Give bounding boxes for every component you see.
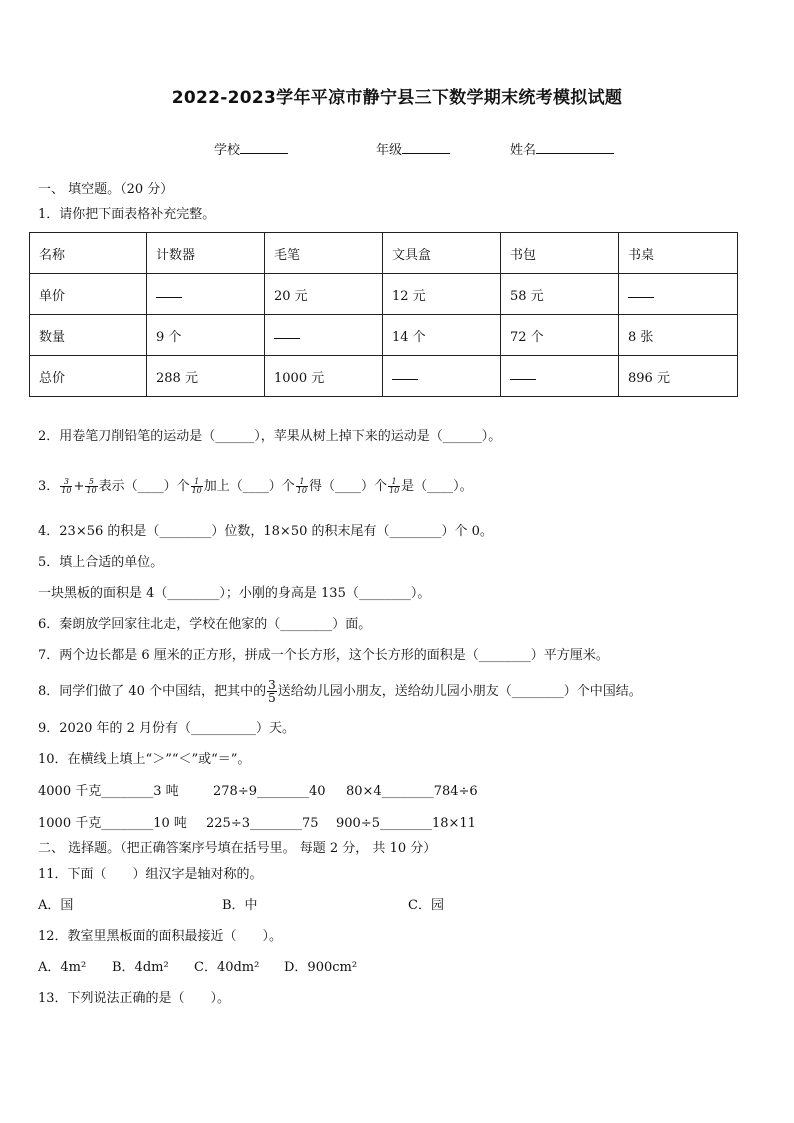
table-blank-cell[interactable]	[501, 356, 619, 397]
school-blank[interactable]	[240, 141, 288, 154]
fraction	[85, 478, 97, 495]
question-4: 4．23×56 的积是（________）位数，18×50 的积末尾有（________）个 0。	[38, 524, 493, 539]
page-title: 2022-2023学年平凉市静宁县三下数学期末统考模拟试题	[171, 88, 623, 108]
fraction-numerator: 3	[60, 478, 72, 487]
section-2-heading: 二、 选择题。（把正确答案序号填在括号里。 每题 2 分， 共 10 分）	[38, 841, 437, 856]
name-label: 姓名	[510, 143, 537, 158]
option-b[interactable]: B．中	[222, 898, 258, 913]
table-cell: 数量	[30, 315, 147, 356]
name-field	[510, 141, 614, 159]
q3-text: 是（____）。	[401, 479, 473, 494]
table-blank-cell[interactable]	[147, 274, 265, 315]
table-cell: 单价	[30, 274, 147, 315]
question-7: 7．两个边长都是 6 厘米的正方形，拼成一个长方形，这个长方形的面积是（________）平方厘米。	[38, 648, 609, 663]
option-a[interactable]: A．4m²	[38, 960, 87, 975]
fraction	[267, 679, 277, 704]
table-row	[30, 356, 738, 397]
fraction	[388, 478, 400, 495]
fraction-numerator: 5	[85, 478, 97, 487]
option-c[interactable]: C．40dm²	[194, 960, 260, 975]
fraction	[60, 478, 72, 495]
compare-item: 900÷5________18×11	[336, 816, 476, 831]
question-6: 6．秦朗放学回家往北走，学校在他家的（________）面。	[38, 617, 372, 632]
question-2: 2．用卷笔刀削铅笔的运动是（______），苹果从树上掉下来的运动是（______）。	[38, 429, 502, 444]
fraction-denominator: 5	[268, 691, 276, 705]
plus-sign: +	[73, 479, 85, 494]
fraction	[191, 478, 203, 495]
question-5-sub: 一块黑板的面积是 4（________）；小刚的身高是 135（________）。	[38, 586, 431, 601]
table-cell: 名称	[30, 233, 147, 274]
fraction-denominator: 10	[86, 486, 97, 495]
fraction-numerator: 1	[296, 478, 308, 487]
name-blank[interactable]	[536, 141, 614, 154]
table-blank-cell[interactable]	[383, 356, 501, 397]
table-cell: 总价	[30, 356, 147, 397]
table-blank-cell[interactable]	[619, 274, 738, 315]
table-cell: 文具盒	[383, 233, 501, 274]
table-cell: 书包	[501, 233, 619, 274]
table-cell: 计数器	[147, 233, 265, 274]
table-cell: 58 元	[501, 274, 619, 315]
grade-field	[376, 141, 450, 159]
q3-text: 得（____）个	[308, 479, 387, 494]
compare-item: 80×4________784÷6	[346, 784, 478, 799]
table-blank-cell[interactable]	[265, 315, 383, 356]
q3-text: 加上（____）个	[203, 479, 295, 494]
question-11: 11．下面（ ）组汉字是轴对称的。	[38, 867, 263, 882]
q8-text: 送给幼儿园小朋友，送给幼儿园小朋友（________）个中国结。	[277, 684, 642, 699]
compare-item: 4000 千克________3 吨	[38, 784, 179, 799]
table-row	[30, 274, 738, 315]
table-cell: 288 元	[147, 356, 265, 397]
option-d[interactable]: D．900cm²	[284, 960, 358, 975]
fill-table	[29, 232, 738, 397]
fraction-numerator: 1	[388, 478, 400, 487]
compare-item: 1000 千克________10 吨	[38, 816, 187, 831]
table-cell: 72 个	[501, 315, 619, 356]
fraction-denominator: 10	[388, 486, 400, 495]
question-3	[38, 477, 473, 497]
question-10: 10．在横线上填上“＞”“＜”或“＝”。	[38, 752, 251, 767]
table-row	[30, 233, 738, 274]
q8-text: 8．同学们做了 40 个中国结，把其中的	[38, 684, 267, 699]
answer-blank[interactable]	[392, 369, 418, 380]
fraction-denominator: 10	[296, 486, 307, 495]
school-field	[214, 141, 288, 159]
school-label: 学校	[214, 143, 241, 158]
answer-blank[interactable]	[156, 287, 182, 298]
question-8	[38, 678, 642, 706]
fraction-numerator: 1	[191, 478, 203, 487]
question-9: 9．2020 年的 2 月份有（__________）天。	[38, 721, 296, 736]
table-cell: 20 元	[265, 274, 383, 315]
question-5: 5．填上合适的单位。	[38, 555, 164, 570]
table-cell: 12 元	[383, 274, 501, 315]
question-13: 13．下列说法正确的是（ ）。	[38, 991, 231, 1006]
table-cell: 8 张	[619, 315, 738, 356]
fraction-denominator: 10	[61, 486, 72, 495]
q3-text: 表示（____）个	[98, 479, 190, 494]
answer-blank[interactable]	[628, 287, 654, 298]
grade-blank[interactable]	[402, 141, 450, 154]
question-1: 1．请你把下面表格补充完整。	[38, 207, 216, 222]
option-c[interactable]: C．园	[408, 898, 444, 913]
option-b[interactable]: B．4dm²	[112, 960, 169, 975]
option-a[interactable]: A．国	[38, 898, 74, 913]
fraction	[296, 478, 308, 495]
table-cell: 1000 元	[265, 356, 383, 397]
table-cell: 14 个	[383, 315, 501, 356]
grade-label: 年级	[376, 143, 403, 158]
q3-prefix: 3．	[38, 479, 60, 494]
fraction-numerator: 3	[268, 678, 276, 692]
table-cell: 9 个	[147, 315, 265, 356]
table-cell: 毛笔	[265, 233, 383, 274]
table-row	[30, 315, 738, 356]
table-cell: 书桌	[619, 233, 738, 274]
answer-blank[interactable]	[274, 328, 300, 339]
question-12: 12．教室里黑板面的面积最接近（ ）。	[38, 929, 283, 944]
table-cell: 896 元	[619, 356, 738, 397]
answer-blank[interactable]	[510, 369, 536, 380]
compare-item: 278÷9________40	[213, 784, 326, 799]
section-1-heading: 一、 填空题。（20 分）	[38, 182, 174, 197]
compare-item: 225÷3________75	[206, 816, 319, 831]
fraction-denominator: 10	[191, 486, 202, 495]
